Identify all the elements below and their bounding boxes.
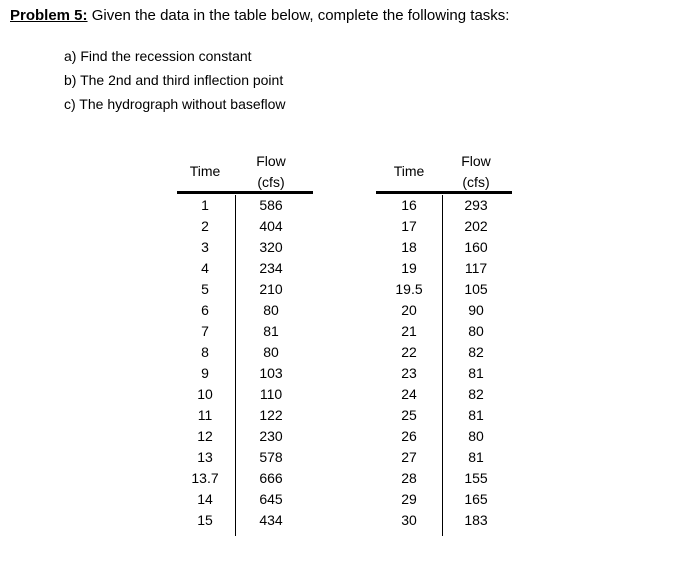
task-item-b: b) The 2nd and third inflection point <box>64 72 284 88</box>
time-cell: 12 <box>197 428 213 444</box>
column-header-flow-label: Flow <box>461 153 491 169</box>
flow-cell: 81 <box>468 449 484 465</box>
flow-cell: 80 <box>468 428 484 444</box>
time-cell: 4 <box>201 260 209 276</box>
flow-cell: 122 <box>259 407 283 423</box>
time-cell: 26 <box>401 428 417 444</box>
flow-cell: 81 <box>468 365 484 381</box>
flow-cell: 110 <box>259 386 283 402</box>
time-cell: 24 <box>401 386 417 402</box>
time-cell: 18 <box>401 239 417 255</box>
column-header-flow-label: Flow <box>256 153 286 169</box>
time-cell: 7 <box>201 323 209 339</box>
time-cell: 28 <box>401 470 417 486</box>
time-cell: 19 <box>401 260 417 276</box>
flow-cell: 645 <box>259 491 283 507</box>
data-table-left <box>177 151 317 531</box>
flow-cell: 234 <box>259 260 283 276</box>
time-cell: 13.7 <box>191 470 219 486</box>
time-cell: 9 <box>201 365 209 381</box>
problem-heading <box>10 7 509 24</box>
time-cell: 5 <box>201 281 209 297</box>
column-header-time: Time <box>189 163 221 179</box>
column-header-time: Time <box>393 163 425 179</box>
column-header-flow-unit: (cfs) <box>462 174 490 190</box>
flow-cell: 80 <box>468 323 484 339</box>
data-table-right <box>376 151 516 531</box>
time-cell: 30 <box>401 512 417 528</box>
time-cell: 22 <box>401 344 417 360</box>
time-cell: 13 <box>197 449 213 465</box>
task-list <box>64 44 286 116</box>
flow-cell: 160 <box>464 239 488 255</box>
flow-cell: 586 <box>259 197 283 213</box>
flow-cell: 666 <box>259 470 283 486</box>
time-cell: 10 <box>197 386 213 402</box>
time-cell: 8 <box>201 344 209 360</box>
time-cell: 14 <box>197 491 213 507</box>
time-cell: 20 <box>401 302 417 318</box>
flow-cell: 82 <box>468 344 484 360</box>
column-header-flow <box>442 151 510 193</box>
flow-cell: 578 <box>259 449 283 465</box>
flow-cell: 80 <box>263 302 279 318</box>
flow-cell: 320 <box>259 239 283 255</box>
flow-cell: 155 <box>464 470 488 486</box>
time-cell: 11 <box>197 407 213 423</box>
time-cell: 17 <box>401 218 417 234</box>
problem-text: Given the data in the table below, complete the following tasks: <box>87 7 510 24</box>
time-cell: 29 <box>401 491 417 507</box>
problem-label: Problem 5: <box>10 7 88 24</box>
column-header-flow-unit: (cfs) <box>257 174 285 190</box>
time-cell: 1 <box>201 197 209 213</box>
flow-cell: 210 <box>259 281 283 297</box>
time-cell: 27 <box>401 449 417 465</box>
flow-cell: 230 <box>259 428 283 444</box>
flow-cell: 103 <box>259 365 283 381</box>
flow-cell: 105 <box>464 281 488 297</box>
time-cell: 16 <box>401 197 417 213</box>
time-cell: 2 <box>201 218 209 234</box>
flow-cell: 82 <box>468 386 484 402</box>
task-item-c: c) The hydrograph without baseflow <box>64 96 286 112</box>
header-rule <box>376 191 512 194</box>
flow-cell: 81 <box>263 323 279 339</box>
time-cell: 15 <box>197 512 213 528</box>
flow-cell: 183 <box>464 512 488 528</box>
flow-cell: 165 <box>464 491 488 507</box>
time-cell: 3 <box>201 239 209 255</box>
flow-cell: 202 <box>464 218 488 234</box>
time-cell: 23 <box>401 365 417 381</box>
time-cell: 25 <box>401 407 417 423</box>
flow-cell: 117 <box>464 260 488 276</box>
flow-cell: 90 <box>468 302 484 318</box>
time-cell: 21 <box>401 323 417 339</box>
header-rule <box>177 191 313 194</box>
flow-cell: 81 <box>468 407 484 423</box>
time-cell: 6 <box>201 302 209 318</box>
flow-cell: 434 <box>259 512 283 528</box>
flow-cell: 293 <box>464 197 488 213</box>
flow-cell: 80 <box>263 344 279 360</box>
flow-cell: 404 <box>259 218 283 234</box>
task-item-a: a) Find the recession constant <box>64 48 252 64</box>
column-header-flow <box>235 151 307 193</box>
time-cell: 19.5 <box>395 281 423 297</box>
